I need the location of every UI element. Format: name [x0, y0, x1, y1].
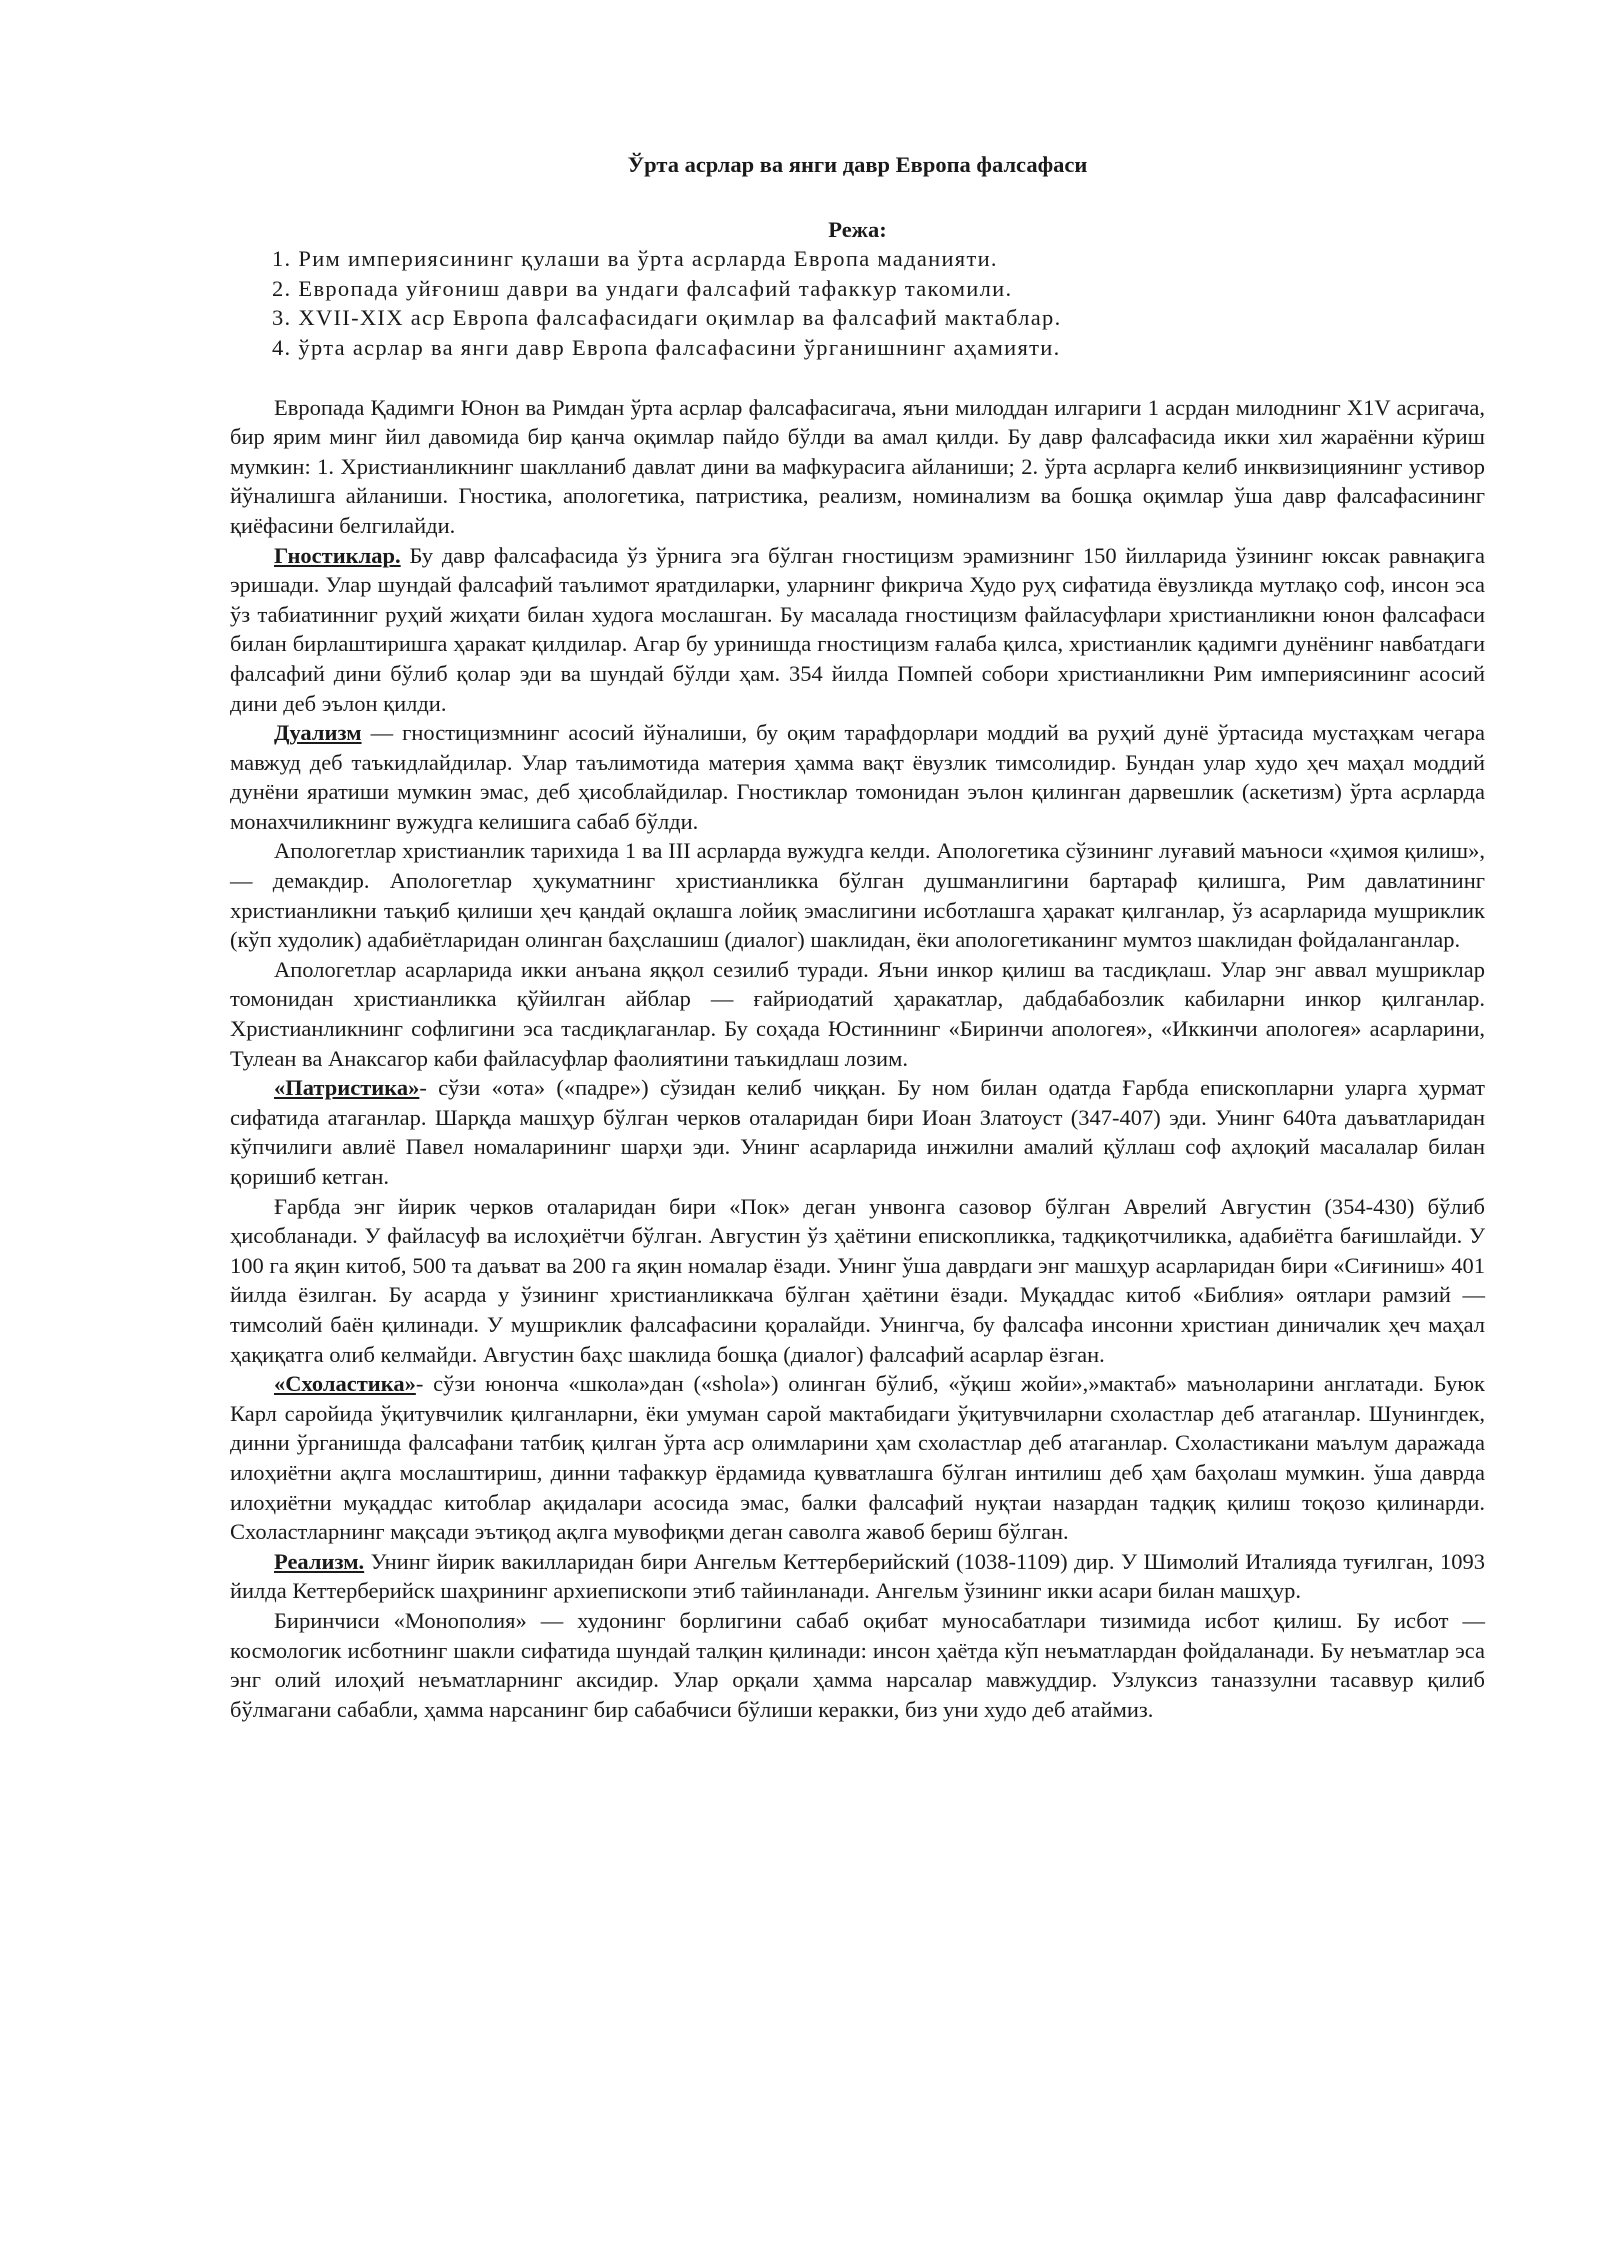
paragraph-dualism: [230, 718, 1485, 836]
paragraph-text: Апологетлар асарларида икки анъана яққол сезилиб туради. Яъни инкор қилиш ва тасдиқлаш. Улар энг аввал мушриклар томонидан христианликка қўйилган айблар — ғайриодатий ҳаракатлар, дабдабабозлик кабиларни инкор қилганлар. Христианликнинг софлигини эса тасдиқлаганлар. Бу соҳада Юстиннинг «Биринчи апологея», «Иккинчи апологея» асарларини, Тулеан ва Анаксагор каби файласуфлар фаолиятини таъкидлаш лозим.: [230, 956, 1485, 1071]
plan-item: 3. XVII-XIX аср Европа фалсафасидаги оқимлар ва фалсафий мактаблар.: [272, 305, 1062, 331]
paragraph-augustine: [230, 1192, 1485, 1370]
paragraph-text: Европада Қадимги Юнон ва Римдан ўрта асрлар фалсафасигача, яъни милоддан илгариги 1 асрдан милоднинг Х1V асригача, бир ярим минг йил давомида бир қанча оқимлар пайдо бўлди ва амал қилди. Бу давр фалсафасида икки хил жараённи кўриш мумкин: 1. Христианликнинг шаклланиб давлат дини ва мафкурасига айланиши; 2. ўрта асрларга келиб инквизициянинг устивор йўналишга айланиши. Гностика, апологетика, патристика, реализм, номинализм ва бошқа оқимлар ўша давр фалсафасининг қиёфасини белгилайди.: [230, 394, 1485, 538]
paragraph-realism: [230, 1547, 1485, 1606]
term-heading: «Схоластика»: [274, 1371, 416, 1397]
term-heading: Гностиклар.: [274, 542, 401, 568]
plan-item: 2. Европада уйғониш даври ва ундаги фалсафий тафаккур такомили.: [272, 275, 1013, 301]
plan-item: 1. Рим империясининг қулаши ва ўрта асрларда Европа маданияти.: [272, 246, 998, 272]
paragraph-text: Ғарбда энг йирик черков оталаридан бири «Пок» деган унвонга сазовор бўлган Аврелий Августин (354-430) бўлиб ҳисобланади. У файласуф ва ислоҳиётчи бўлган. Августин ўз ҳаётини епископликка, тадқиқотчиликка, адабиётга бағишлайди. У 100 га яқин китоб, 500 та даъват ва 200 га яқин номалар ёзади. Унинг ўша даврдаги энг машҳур асарларидан бири «Сиғиниш» 401 йилда ёзилган. Бу асарда у ўзининг христианликкача бўлган ҳаётини ёзади. Муқаддас китоб «Библия» оятлари рамзий — тимсолий баён қилинади. У мушриклик фалсафасини қоралайди. Унингча, бу фалсафа инсонни христиан диничалик ҳеч маҳал ҳақиқатга олиб келмайди. Августин баҳс шаклида бошқа (диалог) фалсафий асарлар ёзган.: [230, 1193, 1485, 1367]
paragraph-apologetes-works: [230, 955, 1485, 1073]
document-page: [230, 150, 1485, 1724]
paragraph-gnostics: [230, 541, 1485, 719]
document-title: Ўрта асрлар ва янги давр Европа фалсафаси: [627, 152, 1088, 177]
paragraph-monopolia: [230, 1606, 1485, 1724]
plan-heading: Режа:: [828, 216, 887, 242]
paragraph-intro: [230, 393, 1485, 541]
paragraph-text: - сўзи юнонча «школа»дан («shola») олинган бўлиб, «ўқиш жойи»,»мактаб» маъноларини англатади. Буюк Карл саройида ўқитувчилик қилганларни, ёки умуман сарой мактабидаги ўқитувчиларни схоластлар деб атаганлар. Шунингдек, динни ўрганишда фалсафани татбиқ қилган ўрта аср олимларини ҳам схоластлар деб атаганлар. Схоластикани маълум даражада илоҳиётни ақлга мослаштириш, динни тафаккур ёрдамида қувватлашга бўлган интилиш деб ҳам баҳолаш мумкин. ўша даврда илоҳиётни муқаддас китоблар ақидалари асосида эмас, балки фалсафий нуқтаи назардан тадқиқ қилиш тоқозо қилинарди. Схоластларнинг мақсади эътиқод ақлга мувофиқми деган саволга жавоб бериш бўлган.: [230, 1371, 1485, 1545]
plan-list: [230, 244, 1485, 362]
paragraph-patristics: [230, 1073, 1485, 1191]
paragraph-text: Бу давр фалсафасида ўз ўрнига эга бўлган гностицизм эрамизнинг 150 йилларида ўзининг юксак равнақига эришади. Улар шундай фалсафий таълимот яратдиларки, уларнинг фикрича Худо руҳ сифатида ёвузликда мутлақо соф, инсон эса ўз табиатинниг руҳий жиҳати билан худога мослашган. Бу масалада гностицизм файласуфлари христианликни юнон фалсафаси билан бирлаштиришга ҳаракат қилдилар. Агар бу уринишда гностицизм ғалаба қилса, христианлик қадимги дунёнинг навбатдаги фалсафий дини бўлиб қолар эди ва шундай бўлди ҳам. 354 йилда Помпей собори христианликни Рим империясининг асосий дини деб эълон қилди.: [230, 542, 1485, 716]
paragraph-apologetes: [230, 836, 1485, 954]
paragraph-text: Апологетлар христианлик тарихида 1 ва III асрларда вужудга келди. Апологетика сўзининг луғавий маъноси «ҳимоя қилиш»,— демакдир. Апологетлар ҳукуматнинг христианликка бўлган душманлигини бартараф қилишга, Рим давлатининг христианликни таъқиб қилиши ҳеч қандай оқлашга лойиқ эмаслигини исботлашга ҳаракат қилганлар, ўз асарларида мушриклик (кўп худолик) адабиётларидан олинган баҳслашиш (диалог) шаклидан, ёки апологетиканинг мумтоз шаклидан фойдаланганлар.: [230, 838, 1485, 953]
paragraph-text: - сўзи «ота» («падре») сўзидан келиб чиққан. Бу ном билан одатда Ғарбда епископларни уларга ҳурмат сифатида атаганлар. Шарқда машҳур бўлган черков оталаридан бири Иоан Златоуст (347-407) эди. Унинг 640та даъватларидан кўпчилиги авлиё Павел номаларининг шарҳи эди. Унинг асарларида инжилни амалий қўллаш соф аҳлоқий масалалар билан қоришиб кетган.: [230, 1075, 1485, 1189]
paragraph-scholastics: [230, 1369, 1485, 1547]
document-body: [230, 393, 1485, 1725]
term-heading: Реализм.: [274, 1548, 365, 1574]
term-heading: «Патристика»: [274, 1075, 420, 1101]
paragraph-text: — гностицизмнинг асосий йўналиши, бу оқим тарафдорлари моддий ва руҳий дунё ўртасида мустаҳкам чегара мавжуд деб таъкидлайдилар. Улар таълимотида материя ҳамма вақт ёвузлик тимсолидир. Бундан улар худо ҳеч маҳал моддий дунёни яратиши мумкин эмас, деб ҳисоблайдилар. Гностиклар томонидан эълон қилинган дарвешлик (аскетизм) ўрта асрларда монахчиликнинг вужудга келишига сабаб бўлди.: [230, 720, 1485, 834]
paragraph-text: Биринчиси «Монополия» — худонинг борлигини сабаб оқибат муносабатлари тизимида исбот қилиш. Бу исбот — космологик исботнинг шакли сифатида шундай талқин қилинади: инсон ҳаётда кўп неъматлардан фойдаланади. Бу неъматлар эса энг олий илоҳий неъматларнинг аксидир. Улар орқали ҳамма нарсалар мавжуддир. Узлуксиз таназзулни тасаввур қилиб бўлмагани сабабли, ҳамма нарсанинг бир сабабчиси бўлиши керакки, биз уни худо деб атаймиз.: [230, 1607, 1485, 1722]
plan-item: 4. ўрта асрлар ва янги давр Европа фалсафасини ўрганишнинг аҳамияти.: [272, 334, 1061, 360]
paragraph-text: Унинг йирик вакилларидан бири Ангельм Кеттерберийский (1038-1109) дир. У Шимолий Италияда туғилган, 1093 йилда Кеттерберийск шаҳрининг архиепископи этиб тайинланади. Ангельм ўзининг икки асари билан машҳур.: [230, 1548, 1485, 1604]
term-heading: Дуализм: [274, 720, 362, 746]
